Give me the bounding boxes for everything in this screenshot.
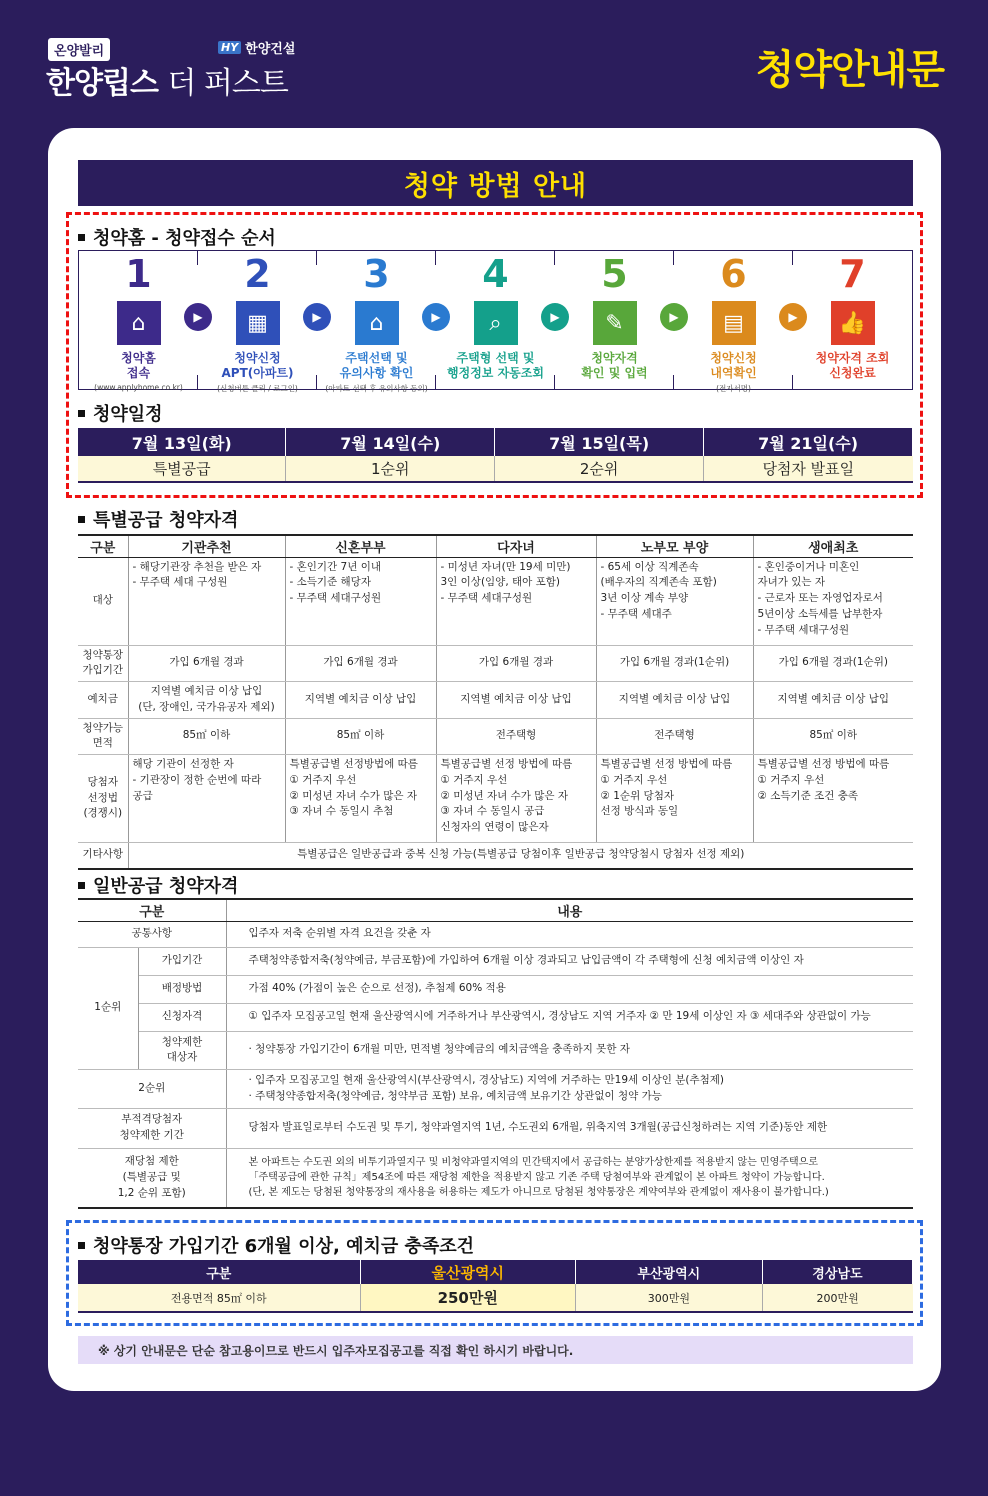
step-label-line1: 청약자격 조회 <box>815 351 890 365</box>
step-1 <box>79 251 203 392</box>
page-title: 청약안내문 <box>755 47 944 93</box>
special-cell: 85㎡ 이하 <box>128 718 285 755</box>
step-label-line2: 접속 <box>126 366 151 380</box>
step-5 <box>555 251 679 389</box>
info-card <box>48 128 941 1391</box>
special-header: 다자녀 <box>436 535 596 557</box>
special-cell: 가입 6개월 경과(1순위) <box>596 645 753 682</box>
step-label <box>436 351 555 381</box>
general-sub-label: 청약제한 대상자 <box>138 1031 226 1070</box>
deposit-header: 부산광역시 <box>575 1260 762 1284</box>
deposit-title-text: 청약통장 가입기간 6개월 이상, 예치금 충족조건 <box>93 1236 475 1257</box>
deposit-value: 300만원 <box>575 1284 762 1312</box>
step-label-line2: 내역확인 <box>710 366 757 380</box>
special-cell: 전주택형 <box>596 718 753 755</box>
play-arrow-icon: ▶ <box>303 303 331 331</box>
step-label-line1: 주택형 선택 및 <box>456 351 535 365</box>
step-number: 3 <box>363 252 390 296</box>
bullet-square-icon <box>78 1242 85 1249</box>
step-number: 6 <box>720 252 747 296</box>
play-arrow-icon: ▶ <box>541 303 569 331</box>
special-cell: 가입 6개월 경과 <box>285 645 436 682</box>
play-arrow-icon: ▶ <box>422 303 450 331</box>
special-row-label: 대상 <box>78 557 128 645</box>
special-cell: - 혼인중이거나 미혼인 자녀가 있는 자 - 근로자 또는 자영업자로서 5년이상 소득세를 납부한자 - 무주택 세대구성원 <box>753 557 913 645</box>
special-cell: 지역별 예치금 이상 납입 <box>285 682 436 719</box>
special-cell: 전주택형 <box>436 718 596 755</box>
schedule-event: 당첨자 발표일 <box>704 456 913 482</box>
general-sub-label: 배정방법 <box>138 975 226 1003</box>
schedule-event: 1순위 <box>286 456 495 482</box>
schedule-event: 특별공급 <box>78 456 286 482</box>
thumbs-up-icon: 👍 <box>831 301 875 345</box>
general-row-label: 부적격당첨자 청약제한 기간 <box>78 1108 226 1148</box>
general-table <box>78 898 913 1209</box>
special-cell: 특별공급별 선정 방법에 따름 ① 거주지 우선 ② 1순위 당첨자 선정 방식과 동일 <box>596 755 753 843</box>
general-cell: ① 입주자 모집공고일 현재 울산광역시에 거주하거나 부산광역시, 경상남도 지역 거주자 ② 만 19세 이상인 자 ③ 세대주와 상관없이 가능 <box>226 1003 913 1031</box>
builder-logo <box>218 38 295 57</box>
bullet-square-icon <box>78 882 85 889</box>
special-cell: 해당 기관이 선정한 자 - 기관장이 정한 순번에 따라 공급 <box>128 755 285 843</box>
step-number: 7 <box>839 252 866 296</box>
steps-title <box>78 224 276 250</box>
general-row-label: 2순위 <box>78 1070 226 1109</box>
house-alert-icon: ⌂ <box>355 301 399 345</box>
general-rank1-label: 1순위 <box>78 947 138 1070</box>
general-cell: 가점 40% (가점이 높은 순으로 선정), 추첨제 60% 적용 <box>226 975 913 1003</box>
section-banner: 청약 방법 안내 <box>78 160 913 206</box>
play-arrow-icon: ▶ <box>184 303 212 331</box>
special-row-label: 예치금 <box>78 682 128 719</box>
step-label-line1: 주택선택 및 <box>345 351 408 365</box>
step-3 <box>317 251 441 393</box>
step-number: 1 <box>125 252 152 296</box>
hy-logo-icon: HY <box>218 41 241 54</box>
special-row-label: 기타사항 <box>78 843 128 869</box>
step-label-line2: 확인 및 입력 <box>581 366 648 380</box>
step-label <box>79 351 198 381</box>
brand-bold: 한양립스 <box>46 66 158 101</box>
special-header: 생애최초 <box>753 535 913 557</box>
special-cell: 가입 6개월 경과 <box>128 645 285 682</box>
special-title-text: 특별공급 청약자격 <box>93 510 239 531</box>
deposit-header: 경상남도 <box>762 1260 912 1284</box>
general-row-label: 공통사항 <box>78 921 226 947</box>
location-tag: 온양발리 <box>48 38 110 61</box>
special-title <box>78 506 238 532</box>
general-cell: 당첨자 발표일로부터 수도권 및 투기, 청약과열지역 1년, 수도권외 6개월, 위축지역 3개월(공급신청하려는 지역 기준)동안 제한 <box>226 1108 913 1148</box>
step-label-line1: 청약신청 <box>710 351 757 365</box>
deposit-table <box>78 1260 913 1313</box>
step-6 <box>674 251 798 393</box>
pen-document-icon: ✎ <box>593 301 637 345</box>
step-number: 4 <box>482 252 509 296</box>
special-cell: 지역별 예치금 이상 납입 (단, 장애인, 국가유공자 제외) <box>128 682 285 719</box>
special-header: 구분 <box>78 535 128 557</box>
general-sub-label: 신청자격 <box>138 1003 226 1031</box>
general-title-text: 일반공급 청약자격 <box>93 876 239 897</box>
special-cell: - 해당기관장 추천을 받은 자 - 무주택 세대 구성원 <box>128 557 285 645</box>
step-label-line2: 신청완료 <box>829 366 876 380</box>
step-label <box>555 351 674 381</box>
bullet-square-icon <box>78 516 85 523</box>
footer-note: ※ 상기 안내문은 단순 참고용이므로 반드시 입주자모집공고를 직접 확인 하시기 바랍니다. <box>78 1336 913 1364</box>
deposit-header: 구분 <box>78 1260 360 1284</box>
step-label-line2: APT(아파트) <box>221 366 294 380</box>
deposit-title <box>78 1232 474 1258</box>
schedule-table <box>78 428 913 483</box>
general-sub-label: 가입기간 <box>138 947 226 975</box>
special-row-label: 청약통장 가입기간 <box>78 645 128 682</box>
special-table <box>78 534 913 870</box>
step-number: 2 <box>244 252 271 296</box>
step-label-line2: 유의사항 확인 <box>339 366 414 380</box>
step-sub: (신청버튼 클릭 / 로그인) <box>217 384 298 393</box>
general-cell: 주택청약종합저축(청약예금, 부금포함)에 가입하여 6개월 이상 경과되고 납입금액이 각 주택형에 신청 예치금액 이상인 자 <box>226 947 913 975</box>
general-title <box>78 872 238 898</box>
schedule-date: 7월 15일(목) <box>495 428 704 456</box>
special-cell: 지역별 예치금 이상 납입 <box>596 682 753 719</box>
special-header: 노부모 부양 <box>596 535 753 557</box>
deposit-value: 250만원 <box>360 1284 575 1312</box>
step-label-line1: 청약신청 <box>234 351 281 365</box>
schedule-event: 2순위 <box>495 456 704 482</box>
step-label-line2: 행정정보 자동조회 <box>447 366 544 380</box>
magnifier-icon: ⌕ <box>474 301 518 345</box>
step-sub: (아파트 선택 후 유의사항 동의) <box>325 384 428 393</box>
special-row-label: 당첨자 선정법 (경쟁시) <box>78 755 128 843</box>
step-label-line1: 청약자격 <box>591 351 638 365</box>
special-row-label: 청약가능 면적 <box>78 718 128 755</box>
home-icon: ⌂ <box>117 301 161 345</box>
step-sub: (전자서명) <box>716 384 751 393</box>
schedule-date: 7월 13일(화) <box>78 428 286 456</box>
step-label <box>793 351 912 381</box>
special-cell: 85㎡ 이하 <box>285 718 436 755</box>
special-cell: 가입 6개월 경과(1순위) <box>753 645 913 682</box>
general-cell: 입주자 저축 순위별 자격 요건을 갖춘 자 <box>226 921 913 947</box>
steps-panel <box>78 250 913 393</box>
schedule-date: 7월 21일(수) <box>704 428 913 456</box>
brand-light: 더 퍼스트 <box>167 66 288 101</box>
general-header: 내용 <box>226 899 913 921</box>
special-cell: - 혼인기간 7년 이내 - 소득기준 해당자 - 무주택 세대구성원 <box>285 557 436 645</box>
special-cell: - 65세 이상 직계존속 (배우자의 직계존속 포함) 3년 이상 계속 부양 - 무주택 세대주 <box>596 557 753 645</box>
special-cell: 특별공급별 선정 방법에 따름 ① 거주지 우선 ② 미성년 자녀 수가 많은 자 ③ 자녀 수 동일시 공급 신청자의 연령이 많은자 <box>436 755 596 843</box>
bullet-square-icon <box>78 234 85 241</box>
schedule-title <box>78 400 163 426</box>
special-header: 기관추천 <box>128 535 285 557</box>
schedule-title-text: 청약일정 <box>93 404 163 425</box>
special-cell: 특별공급별 선정 방법에 따름 ① 거주지 우선 ② 소득기준 조건 충족 <box>753 755 913 843</box>
general-cell: · 청약통장 가입기간이 6개월 미만, 면적별 청약예금의 예치금액을 충족하지 못한 자 <box>226 1031 913 1070</box>
building-search-icon: ▦ <box>236 301 280 345</box>
schedule-date: 7월 14일(수) <box>286 428 495 456</box>
step-label-line1: 청약홈 <box>121 351 156 365</box>
bullet-square-icon <box>78 410 85 417</box>
special-cell: 85㎡ 이하 <box>753 718 913 755</box>
general-header: 구분 <box>78 899 226 921</box>
special-cell: - 미성년 자녀(만 19세 미만) 3인 이상(임양, 태아 포함) - 무주택 세대구성원 <box>436 557 596 645</box>
special-cell: 가입 6개월 경과 <box>436 645 596 682</box>
general-row-label: 재당첨 제한 (특별공급 및 1,2 순위 포함) <box>78 1148 226 1208</box>
step-label <box>317 351 436 381</box>
special-cell: 지역별 예치금 이상 납입 <box>753 682 913 719</box>
special-cell: 지역별 예치금 이상 납입 <box>436 682 596 719</box>
step-sub: (www.applyhome.co.kr) <box>94 383 183 392</box>
step-2 <box>198 251 322 393</box>
step-7 <box>793 251 912 389</box>
special-etc-text: 특별공급은 일반공급과 중복 신청 가능(특별공급 당첨이후 일반공급 청약당첨시 당첨자 선정 제외) <box>128 843 913 869</box>
steps-title-text: 청약홈 - 청약접수 순서 <box>93 228 276 249</box>
brand-name <box>46 58 288 102</box>
deposit-header: 울산광역시 <box>360 1260 575 1284</box>
play-arrow-icon: ▶ <box>779 303 807 331</box>
play-arrow-icon: ▶ <box>660 303 688 331</box>
special-header: 신혼부부 <box>285 535 436 557</box>
step-label <box>198 351 317 381</box>
general-cell: · 입주자 모집공고일 현재 울산광역시(부산광역시, 경상남도) 지역에 거주하는 만19세 이상인 분(추첨제) · 주택청약종합저축(청약예금, 청약부금 포함) 보유, 예치금액 보유기간 상관없이 청약 가능 <box>226 1070 913 1109</box>
deposit-value: 200만원 <box>762 1284 912 1312</box>
step-4 <box>436 251 560 389</box>
step-label <box>674 351 793 381</box>
certificate-icon: ▤ <box>712 301 756 345</box>
step-number: 5 <box>601 252 628 296</box>
builder-name: 한양건설 <box>245 42 296 57</box>
special-cell: 특별공급별 선정방법에 따름 ① 거주지 우선 ② 미성년 자녀 수가 많은 자 ③ 자녀 수 동일시 추첨 <box>285 755 436 843</box>
general-cell: 본 아파트는 수도권 외의 비투기과열지구 및 비청약과열지역의 민간택지에서 공급하는 분양가상한제를 적용받지 않는 민영주택으로 「주택공급에 관한 규칙」제54조에 따른 재당첨 제한을 적용받지 않고 기존 주택 당첨여부와 관계없이 본 아파트 청약이 가능합니다. (단, 본 제도는 당첨된 청약통장의 재사용을 허용하는 제도가 아니므로 당첨된 청약통장은 계약여부와 관계없이 재사용이 불가합니다.) <box>226 1148 913 1208</box>
deposit-row-label: 전용면적 85㎡ 이하 <box>78 1284 360 1312</box>
